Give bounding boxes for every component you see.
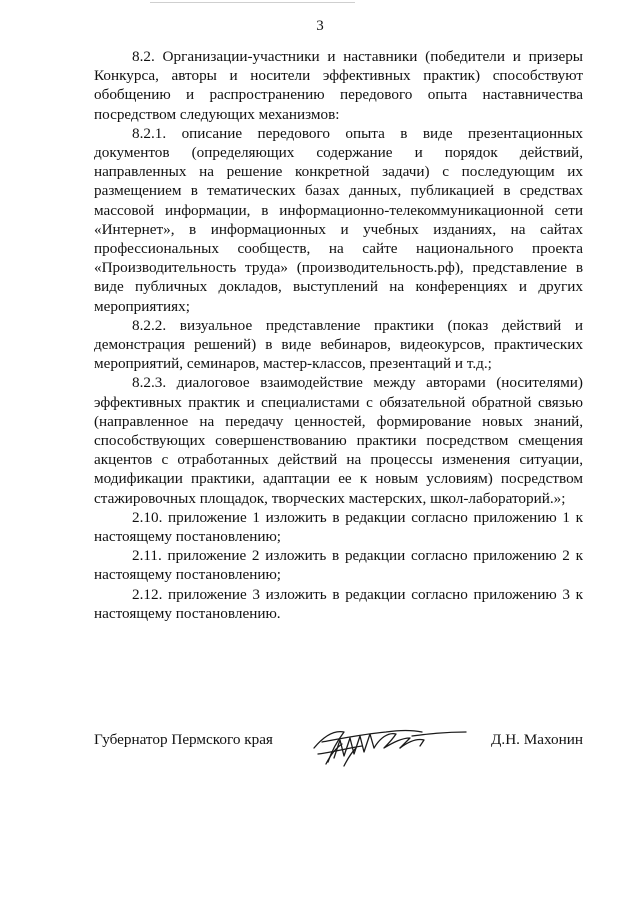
- paragraph-8-2-2: 8.2.2. визуальное представление практики (показ действий и демонстрация решений) в виде вебинаров, видеокурсов, практических мероприятий, семинаров, мастер-классов, презентаций и т.д.;: [94, 316, 583, 373]
- paragraph-2-11: 2.11. приложение 2 изложить в редакции согласно приложению 2 к настоящему постановлению;: [94, 547, 583, 584]
- signatory-title: Губернатор Пермского края: [94, 731, 273, 748]
- handwritten-signature: [304, 718, 474, 776]
- signature-block: [94, 718, 583, 778]
- document-body: [94, 47, 583, 623]
- paragraph-2-12: 2.12. приложение 3 изложить в редакции согласно приложению 3 к настоящему постановлению.: [94, 585, 583, 622]
- paragraph-8-2-1: 8.2.1. описание передового опыта в виде презентационных документов (определяющих содержание и порядок действий, направленных на решение конкретной задачи) с последующим их размещением в тематических базах данных, публикацией в средствах массовой информации, в информационно-телекоммуникационной сети «Интернет», в информационных и учебных изданиях, на сайтах профессиональных сообществ, на сайте национального проекта «Производительность труда» (производительность.рф), представление в виде публичных докладов, выступлений на конференциях и других мероприятиях;: [94, 124, 583, 315]
- page-number: 3: [316, 18, 324, 34]
- paragraph-2-10: 2.10. приложение 1 изложить в редакции согласно приложению 1 к настоящему постановлению;: [94, 508, 583, 546]
- paragraph-8-2-3: 8.2.3. диалоговое взаимодействие между авторами (носителями) эффективных практик и специалистами с обязательной обратной связью (направленное на передачу ценностей, формирование новых знаний, способствующих совершенствованию практики посредством смещения акцентов с отработанных действий на процессы изменения ситуации, модификации практики, адаптации ее к новым условиям) посредством стажировочных площадок, творческих мастерских, школ-лабораторий.»;: [94, 374, 583, 507]
- paragraph-8-2: 8.2. Организации-участники и наставники (победители и призеры Конкурса, авторы и носители эффективных практик) способствуют обобщению и распространению передового опыта наставничества посредством следующих механизмов:: [94, 48, 583, 123]
- header-rule: [150, 2, 355, 3]
- signatory-name: Д.Н. Махонин: [491, 731, 583, 748]
